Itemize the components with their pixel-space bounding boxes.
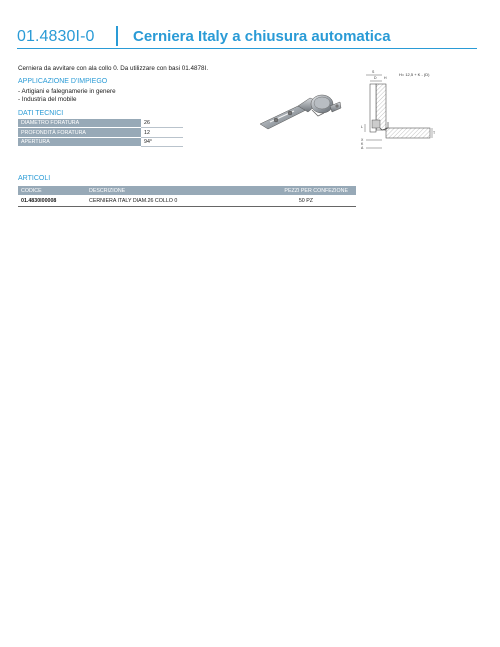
applications-heading: APPLICAZIONE D'IMPIEGO bbox=[18, 78, 108, 85]
list-item: - Artigiani e falegnamerie in genere bbox=[18, 88, 116, 95]
dimension-l: L bbox=[361, 125, 363, 129]
spec-value: 12 bbox=[141, 128, 183, 137]
page-header bbox=[17, 24, 477, 48]
technical-data-table bbox=[18, 119, 183, 147]
article-description: CERNIERA ITALY DIAM.26 COLLO 0 bbox=[86, 195, 237, 207]
dimension-d: D bbox=[374, 76, 377, 80]
applications-list bbox=[18, 88, 116, 105]
dimension-a: A bbox=[361, 146, 364, 150]
article-quantity: 50 PZ bbox=[237, 195, 356, 207]
article-code: 01.4830I00008 bbox=[18, 195, 86, 207]
spec-value: 26 bbox=[141, 119, 183, 128]
header-separator bbox=[116, 26, 118, 46]
spec-label: DIAMETRO FORATURA bbox=[18, 119, 141, 128]
table-header-row bbox=[18, 186, 356, 195]
dimension-k: K bbox=[361, 142, 364, 146]
column-header-quantity: PEZZI PER CONFEZIONE bbox=[237, 186, 356, 195]
header-rule bbox=[17, 48, 477, 49]
product-title: Cerniera Italy a chiusura automatica bbox=[133, 28, 391, 45]
dimension-x: X bbox=[361, 138, 364, 142]
articles-heading: ARTICOLI bbox=[18, 175, 51, 182]
technical-data-heading: DATI TECNICI bbox=[18, 110, 64, 117]
spec-value: 94° bbox=[141, 137, 183, 146]
table-row bbox=[18, 119, 183, 128]
hinge-technical-drawing bbox=[352, 64, 452, 152]
spec-label: PROFONDITÀ FORATURA bbox=[18, 128, 141, 137]
hinge-photo bbox=[250, 84, 346, 134]
product-description: Cerniera da avvitare con ala collo 0. Da utilizzare con basi 01.4878I. bbox=[18, 65, 209, 72]
column-header-code: CODICE bbox=[18, 186, 86, 195]
dimension-t: T bbox=[433, 131, 436, 135]
list-item: - Industria del mobile bbox=[18, 96, 77, 104]
dimension-s: S bbox=[372, 70, 375, 74]
table-row bbox=[18, 195, 356, 207]
table-row bbox=[18, 128, 183, 137]
product-code: 01.4830I-0 bbox=[17, 28, 95, 45]
formula-label: H= 12,5 + K - (D) bbox=[399, 72, 430, 77]
articles-table bbox=[18, 186, 356, 207]
dimension-h: H bbox=[384, 76, 387, 80]
table-row bbox=[18, 137, 183, 146]
spec-label: APERTURA bbox=[18, 137, 141, 146]
column-header-description: DESCRIZIONE bbox=[86, 186, 237, 195]
